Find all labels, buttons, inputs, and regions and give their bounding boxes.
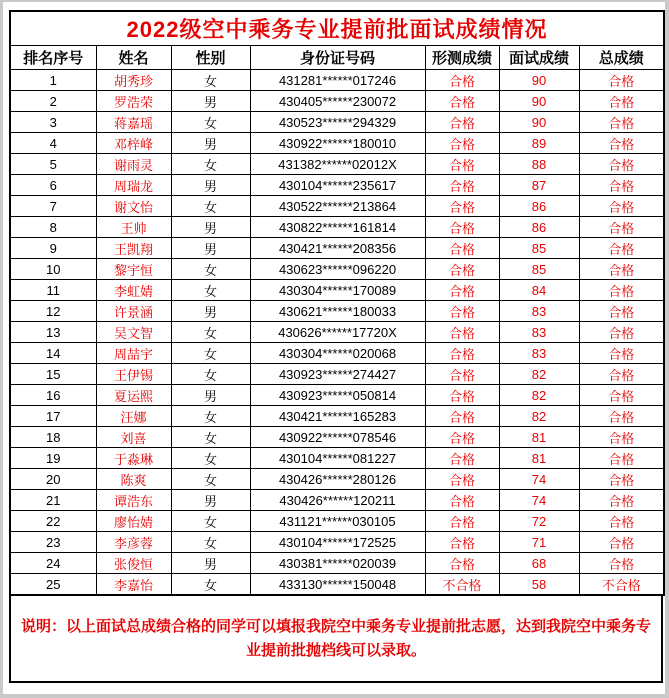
- cell-name: 于淼琳: [96, 448, 171, 469]
- table-row: [10, 154, 664, 175]
- cell-gender: 女: [171, 70, 250, 91]
- cell-rank: 9: [10, 238, 96, 259]
- cell-rank: 3: [10, 112, 96, 133]
- cell-total-score: 合格: [579, 553, 664, 574]
- cell-interview-score: 85: [499, 259, 579, 280]
- cell-id-number: 430421******208356: [250, 238, 425, 259]
- cell-gender: 女: [171, 448, 250, 469]
- cell-rank: 13: [10, 322, 96, 343]
- cell-gender: 女: [171, 574, 250, 596]
- column-header-2: 性别: [171, 46, 250, 70]
- note-text: 说明：以上面试总成绩合格的同学可以填报我院空中乘务专业提前批志愿，达到我院空中乘务专业提前批抛档线可以录取。: [21, 618, 652, 659]
- cell-interview-score: 83: [499, 322, 579, 343]
- cell-name: 汪娜: [96, 406, 171, 427]
- cell-total-score: 合格: [579, 217, 664, 238]
- cell-gender: 男: [171, 133, 250, 154]
- cell-gender: 女: [171, 196, 250, 217]
- cell-interview-score: 87: [499, 175, 579, 196]
- cell-interview-score: 86: [499, 217, 579, 238]
- table-row: [10, 70, 664, 91]
- cell-rank: 12: [10, 301, 96, 322]
- cell-total-score: 合格: [579, 322, 664, 343]
- cell-physical-score: 合格: [425, 301, 499, 322]
- cell-id-number: 430922******078546: [250, 427, 425, 448]
- cell-rank: 25: [10, 574, 96, 596]
- cell-physical-score: 合格: [425, 469, 499, 490]
- cell-physical-score: 合格: [425, 427, 499, 448]
- cell-rank: 18: [10, 427, 96, 448]
- cell-id-number: 430523******294329: [250, 112, 425, 133]
- column-header-6: 总成绩: [579, 46, 664, 70]
- cell-id-number: 430304******020068: [250, 343, 425, 364]
- cell-interview-score: 88: [499, 154, 579, 175]
- table-body: [10, 70, 664, 596]
- cell-physical-score: 合格: [425, 322, 499, 343]
- cell-physical-score: 合格: [425, 70, 499, 91]
- cell-name: 廖怡婧: [96, 511, 171, 532]
- cell-total-score: 合格: [579, 154, 664, 175]
- cell-gender: 女: [171, 280, 250, 301]
- cell-total-score: 合格: [579, 385, 664, 406]
- table-row: [10, 280, 664, 301]
- title-row: [10, 11, 664, 46]
- table-row: [10, 133, 664, 154]
- cell-gender: 男: [171, 175, 250, 196]
- cell-rank: 19: [10, 448, 96, 469]
- cell-interview-score: 83: [499, 343, 579, 364]
- cell-id-number: 430104******081227: [250, 448, 425, 469]
- cell-gender: 女: [171, 532, 250, 553]
- cell-total-score: 合格: [579, 343, 664, 364]
- cell-interview-score: 86: [499, 196, 579, 217]
- table-row: [10, 511, 664, 532]
- cell-rank: 5: [10, 154, 96, 175]
- cell-rank: 10: [10, 259, 96, 280]
- cell-total-score: 合格: [579, 301, 664, 322]
- cell-total-score: 合格: [579, 511, 664, 532]
- cell-interview-score: 74: [499, 469, 579, 490]
- column-header-1: 姓名: [96, 46, 171, 70]
- cell-physical-score: 不合格: [425, 574, 499, 596]
- cell-name: 谭浩东: [96, 490, 171, 511]
- table-row: [10, 490, 664, 511]
- cell-total-score: 不合格: [579, 574, 664, 596]
- cell-name: 李虹婧: [96, 280, 171, 301]
- cell-gender: 男: [171, 490, 250, 511]
- cell-physical-score: 合格: [425, 91, 499, 112]
- cell-interview-score: 89: [499, 133, 579, 154]
- cell-physical-score: 合格: [425, 364, 499, 385]
- cell-name: 周喆宇: [96, 343, 171, 364]
- cell-id-number: 430522******213864: [250, 196, 425, 217]
- cell-rank: 24: [10, 553, 96, 574]
- table-row: [10, 175, 664, 196]
- table-row: [10, 196, 664, 217]
- cell-gender: 男: [171, 91, 250, 112]
- cell-id-number: 430923******274427: [250, 364, 425, 385]
- page: [3, 2, 665, 694]
- cell-total-score: 合格: [579, 259, 664, 280]
- cell-physical-score: 合格: [425, 406, 499, 427]
- page-title: 2022级空中乘务专业提前批面试成绩情况: [10, 11, 664, 46]
- cell-rank: 17: [10, 406, 96, 427]
- cell-physical-score: 合格: [425, 154, 499, 175]
- note-box: [9, 594, 663, 683]
- cell-interview-score: 81: [499, 427, 579, 448]
- cell-interview-score: 74: [499, 490, 579, 511]
- cell-physical-score: 合格: [425, 196, 499, 217]
- cell-id-number: 430822******161814: [250, 217, 425, 238]
- results-table: [9, 10, 665, 596]
- cell-gender: 女: [171, 511, 250, 532]
- cell-name: 陈爽: [96, 469, 171, 490]
- cell-gender: 男: [171, 553, 250, 574]
- cell-rank: 2: [10, 91, 96, 112]
- cell-interview-score: 90: [499, 70, 579, 91]
- cell-name: 蒋嘉瑶: [96, 112, 171, 133]
- cell-interview-score: 58: [499, 574, 579, 596]
- table-row: [10, 259, 664, 280]
- cell-physical-score: 合格: [425, 532, 499, 553]
- cell-rank: 14: [10, 343, 96, 364]
- cell-interview-score: 72: [499, 511, 579, 532]
- cell-gender: 女: [171, 322, 250, 343]
- cell-total-score: 合格: [579, 112, 664, 133]
- cell-gender: 男: [171, 301, 250, 322]
- cell-interview-score: 90: [499, 91, 579, 112]
- cell-gender: 女: [171, 259, 250, 280]
- cell-rank: 22: [10, 511, 96, 532]
- cell-physical-score: 合格: [425, 553, 499, 574]
- cell-name: 罗浩荣: [96, 91, 171, 112]
- table-row: [10, 322, 664, 343]
- cell-gender: 女: [171, 112, 250, 133]
- cell-name: 夏运熙: [96, 385, 171, 406]
- cell-name: 王帅: [96, 217, 171, 238]
- cell-id-number: 430381******020039: [250, 553, 425, 574]
- table-row: [10, 217, 664, 238]
- cell-interview-score: 81: [499, 448, 579, 469]
- cell-rank: 11: [10, 280, 96, 301]
- cell-total-score: 合格: [579, 427, 664, 448]
- table-row: [10, 238, 664, 259]
- cell-rank: 16: [10, 385, 96, 406]
- table-row: [10, 427, 664, 448]
- column-header-3: 身份证号码: [250, 46, 425, 70]
- cell-rank: 1: [10, 70, 96, 91]
- cell-interview-score: 84: [499, 280, 579, 301]
- table-row: [10, 469, 664, 490]
- cell-gender: 女: [171, 364, 250, 385]
- cell-physical-score: 合格: [425, 343, 499, 364]
- cell-gender: 女: [171, 469, 250, 490]
- cell-name: 许景涵: [96, 301, 171, 322]
- cell-rank: 15: [10, 364, 96, 385]
- cell-id-number: 430421******165283: [250, 406, 425, 427]
- cell-total-score: 合格: [579, 490, 664, 511]
- cell-gender: 男: [171, 385, 250, 406]
- cell-interview-score: 82: [499, 385, 579, 406]
- results-sheet: [9, 10, 663, 683]
- table-row: [10, 385, 664, 406]
- cell-rank: 23: [10, 532, 96, 553]
- cell-physical-score: 合格: [425, 490, 499, 511]
- cell-total-score: 合格: [579, 196, 664, 217]
- table-row: [10, 343, 664, 364]
- cell-interview-score: 85: [499, 238, 579, 259]
- cell-rank: 7: [10, 196, 96, 217]
- cell-physical-score: 合格: [425, 385, 499, 406]
- cell-id-number: 431382******02012X: [250, 154, 425, 175]
- cell-name: 邓梓峰: [96, 133, 171, 154]
- cell-rank: 20: [10, 469, 96, 490]
- cell-name: 李彦蓉: [96, 532, 171, 553]
- cell-physical-score: 合格: [425, 217, 499, 238]
- cell-total-score: 合格: [579, 406, 664, 427]
- cell-physical-score: 合格: [425, 448, 499, 469]
- table-row: [10, 553, 664, 574]
- cell-interview-score: 82: [499, 364, 579, 385]
- cell-id-number: 430923******050814: [250, 385, 425, 406]
- table-row: [10, 532, 664, 553]
- cell-gender: 男: [171, 217, 250, 238]
- cell-id-number: 431281******017246: [250, 70, 425, 91]
- cell-physical-score: 合格: [425, 175, 499, 196]
- cell-id-number: 431121******030105: [250, 511, 425, 532]
- cell-name: 吴文智: [96, 322, 171, 343]
- column-header-0: 排名序号: [10, 46, 96, 70]
- cell-interview-score: 68: [499, 553, 579, 574]
- cell-interview-score: 71: [499, 532, 579, 553]
- cell-id-number: 430922******180010: [250, 133, 425, 154]
- cell-name: 王凯翔: [96, 238, 171, 259]
- cell-total-score: 合格: [579, 448, 664, 469]
- cell-physical-score: 合格: [425, 133, 499, 154]
- cell-rank: 4: [10, 133, 96, 154]
- cell-id-number: 430426******120211: [250, 490, 425, 511]
- cell-gender: 女: [171, 406, 250, 427]
- cell-total-score: 合格: [579, 532, 664, 553]
- cell-interview-score: 83: [499, 301, 579, 322]
- cell-interview-score: 90: [499, 112, 579, 133]
- cell-total-score: 合格: [579, 469, 664, 490]
- cell-total-score: 合格: [579, 91, 664, 112]
- table-row: [10, 364, 664, 385]
- cell-gender: 女: [171, 427, 250, 448]
- table-row: [10, 574, 664, 596]
- cell-id-number: 430426******280126: [250, 469, 425, 490]
- table-row: [10, 448, 664, 469]
- cell-name: 周瑞龙: [96, 175, 171, 196]
- cell-id-number: 430104******172525: [250, 532, 425, 553]
- table-row: [10, 301, 664, 322]
- cell-id-number: 430621******180033: [250, 301, 425, 322]
- cell-name: 胡秀珍: [96, 70, 171, 91]
- table-header-row: [10, 46, 664, 70]
- cell-rank: 6: [10, 175, 96, 196]
- cell-name: 黎宇恒: [96, 259, 171, 280]
- cell-id-number: 430405******230072: [250, 91, 425, 112]
- column-header-4: 形测成绩: [425, 46, 499, 70]
- cell-rank: 8: [10, 217, 96, 238]
- cell-name: 刘喜: [96, 427, 171, 448]
- cell-id-number: 430304******170089: [250, 280, 425, 301]
- cell-physical-score: 合格: [425, 511, 499, 532]
- cell-total-score: 合格: [579, 280, 664, 301]
- cell-id-number: 430626******17720X: [250, 322, 425, 343]
- cell-name: 张俊恒: [96, 553, 171, 574]
- cell-interview-score: 82: [499, 406, 579, 427]
- cell-name: 李嘉怡: [96, 574, 171, 596]
- cell-total-score: 合格: [579, 364, 664, 385]
- table-row: [10, 91, 664, 112]
- cell-physical-score: 合格: [425, 238, 499, 259]
- cell-physical-score: 合格: [425, 280, 499, 301]
- cell-total-score: 合格: [579, 175, 664, 196]
- cell-id-number: 430623******096220: [250, 259, 425, 280]
- table-row: [10, 112, 664, 133]
- cell-rank: 21: [10, 490, 96, 511]
- cell-gender: 男: [171, 238, 250, 259]
- cell-name: 谢雨灵: [96, 154, 171, 175]
- column-header-5: 面试成绩: [499, 46, 579, 70]
- cell-id-number: 433130******150048: [250, 574, 425, 596]
- table-row: [10, 406, 664, 427]
- cell-physical-score: 合格: [425, 259, 499, 280]
- cell-total-score: 合格: [579, 238, 664, 259]
- cell-total-score: 合格: [579, 70, 664, 91]
- cell-physical-score: 合格: [425, 112, 499, 133]
- cell-name: 谢文怡: [96, 196, 171, 217]
- cell-gender: 女: [171, 343, 250, 364]
- cell-name: 王伊锡: [96, 364, 171, 385]
- cell-gender: 女: [171, 154, 250, 175]
- cell-total-score: 合格: [579, 133, 664, 154]
- cell-id-number: 430104******235617: [250, 175, 425, 196]
